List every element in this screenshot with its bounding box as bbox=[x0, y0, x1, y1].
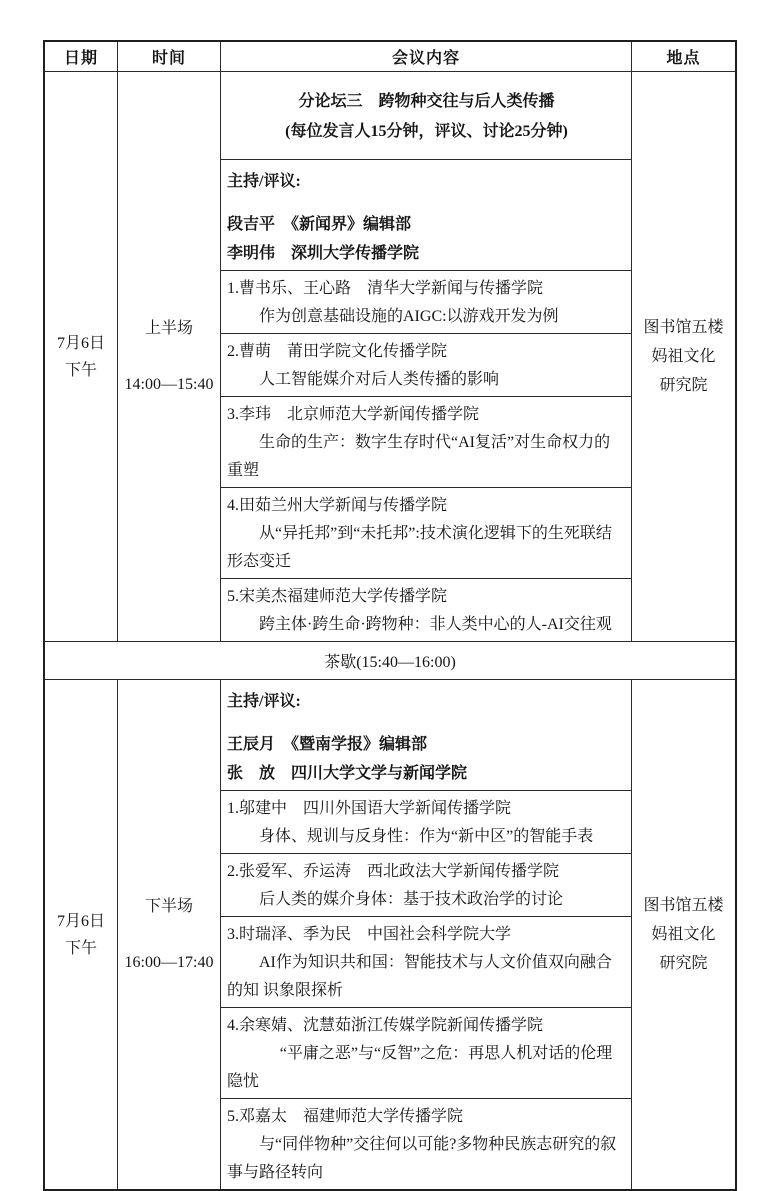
paper-title: 生命的生产：数字生存时代“AI复活”对生命权力的重塑 bbox=[227, 434, 611, 479]
agenda-item bbox=[221, 396, 631, 487]
paper-title: 作为创意基础设施的AIGC:以游戏开发为例 bbox=[259, 308, 559, 325]
session-row-second-half bbox=[45, 679, 735, 1189]
date-cell bbox=[45, 72, 117, 641]
header-cell-time: 时间 bbox=[117, 42, 220, 71]
host-line: 张 放 四川大学文学与新闻学院 bbox=[227, 765, 468, 782]
paper-title: 人工智能媒介对后人类传播的影响 bbox=[259, 371, 500, 388]
speaker-line: 3.时瑞泽、季为民 中国社会科学院大学 bbox=[227, 926, 512, 943]
agenda-item bbox=[221, 578, 631, 641]
host-line: 王辰月 《暨南学报》编辑部 bbox=[227, 736, 428, 753]
date-line: 下午 bbox=[64, 939, 97, 957]
header-cell-date: 日期 bbox=[63, 50, 98, 67]
paper-title: “平庸之恶”与“反智”之危：再思人机对话的伦理隐忧 bbox=[227, 1045, 613, 1090]
speaker-line: 5.邓嘉太 福建师范大学传播学院 bbox=[227, 1108, 464, 1125]
location-line: 研究院 bbox=[659, 377, 708, 394]
session-subtitle: (每位发言人15分钟，评议、讨论25分钟) bbox=[285, 122, 568, 140]
paper-title: 跨主体·跨生命·跨物种：非人类中心的人-AI交往观 bbox=[259, 616, 612, 633]
location-line: 研究院 bbox=[659, 955, 708, 972]
agenda-item bbox=[221, 790, 631, 853]
host-line: 李明伟 深圳大学传播学院 bbox=[227, 245, 420, 262]
tea-break-row bbox=[45, 641, 735, 679]
time-label: 上半场 bbox=[144, 319, 193, 337]
speaker-line: 3.李玮 北京师范大学新闻传播学院 bbox=[227, 406, 480, 423]
host-label: 主持/评议: bbox=[227, 693, 301, 710]
location-line: 图书馆五楼 bbox=[643, 897, 724, 914]
time-range: 14:00—15:40 bbox=[124, 375, 214, 393]
speaker-line: 5.宋美杰福建师范大学传播学院 bbox=[227, 588, 448, 605]
agenda-item bbox=[221, 853, 631, 916]
location-line: 图书馆五楼 bbox=[643, 319, 724, 336]
date-cell bbox=[45, 680, 117, 1189]
speaker-line: 2.曹萌 莆田学院文化传播学院 bbox=[227, 343, 448, 360]
agenda-item bbox=[221, 487, 631, 578]
schedule-table bbox=[43, 40, 737, 1191]
speaker-line: 1.曹书乐、王心路 清华大学新闻与传播学院 bbox=[227, 280, 544, 297]
content-stack bbox=[220, 680, 631, 1189]
agenda-item bbox=[221, 1098, 631, 1189]
header-cell-content: 会议内容 bbox=[220, 42, 631, 71]
header-row bbox=[45, 42, 735, 71]
speaker-line: 4.田茹兰州大学新闻与传播学院 bbox=[227, 497, 448, 514]
location-cell bbox=[631, 72, 735, 641]
location-line: 妈祖文化 bbox=[651, 348, 716, 365]
paper-title: 身体、规训与反身性：作为“新中区”的智能手表 bbox=[259, 828, 594, 845]
date-line: 7月6日 bbox=[56, 334, 105, 352]
speaker-line: 4.余寒婧、沈慧茹浙江传媒学院新闻传播学院 bbox=[227, 1017, 544, 1034]
host-block bbox=[221, 159, 631, 270]
time-range: 16:00—17:40 bbox=[124, 953, 214, 971]
date-line: 下午 bbox=[64, 361, 97, 379]
paper-title: 从“异托邦”到“未托邦”:技术演化逻辑下的生死联结 形态变迁 bbox=[227, 525, 612, 570]
agenda-item bbox=[221, 333, 631, 396]
session-title: 分论坛三 跨物种交往与后人类传播 bbox=[298, 92, 555, 110]
speaker-line: 1.邬建中 四川外国语大学新闻传播学院 bbox=[227, 800, 512, 817]
content-stack bbox=[220, 72, 631, 641]
host-block bbox=[221, 680, 631, 790]
time-cell bbox=[117, 680, 220, 1189]
host-line: 段吉平 《新闻界》编辑部 bbox=[227, 216, 412, 233]
location-cell bbox=[631, 680, 735, 1189]
agenda-item bbox=[221, 916, 631, 1007]
session-row-first-half bbox=[45, 71, 735, 641]
paper-title: 与“同伴物种”交往何以可能?多物种民族志研究的叙事与路径转向 bbox=[227, 1136, 617, 1181]
paper-title: AI作为知识共和国：智能技术与人文价值双向融合的知 识象限探析 bbox=[227, 954, 612, 999]
host-label: 主持/评议: bbox=[227, 173, 301, 190]
date-line: 7月6日 bbox=[56, 912, 105, 930]
time-cell bbox=[117, 72, 220, 641]
header-cell-location: 地点 bbox=[631, 42, 735, 71]
tea-break-label: 茶歇(15:40—16:00) bbox=[324, 654, 456, 671]
location-line: 妈祖文化 bbox=[651, 926, 716, 943]
agenda-item bbox=[221, 1007, 631, 1098]
speaker-line: 2.张爱军、乔运涛 西北政法大学新闻传播学院 bbox=[227, 863, 560, 880]
time-label: 下半场 bbox=[144, 897, 193, 915]
agenda-item bbox=[221, 270, 631, 333]
paper-title: 后人类的媒介身体：基于技术政治学的讨论 bbox=[259, 891, 564, 908]
session-title-block bbox=[221, 72, 631, 159]
